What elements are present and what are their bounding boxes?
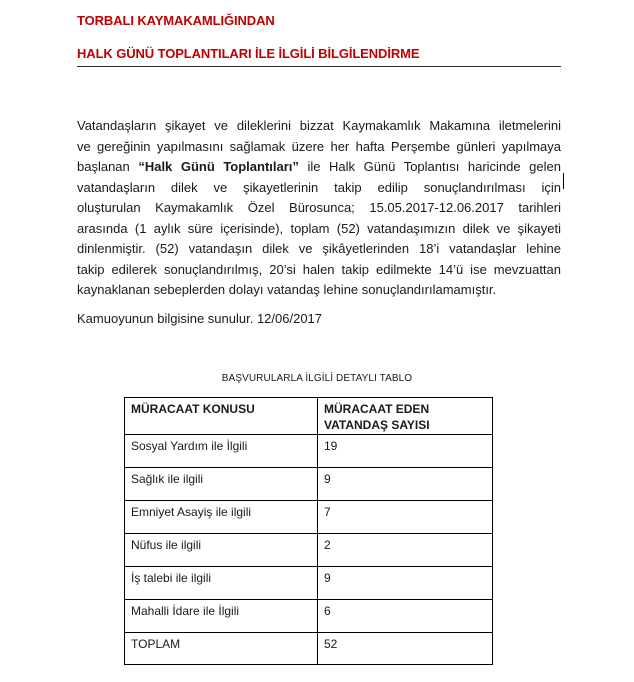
applications-table	[124, 397, 493, 665]
paragraph-text: ile Halk Günü Toplantısı haricinde gelen	[298, 159, 561, 174]
heading-divider	[77, 66, 561, 67]
paragraph-line: dinlenmiştir. (52) vatandaşın dilek ve şikâyetlerinden 18’i vatandaşlar lehine	[77, 241, 561, 256]
row-count: 9	[318, 567, 493, 600]
text-cursor	[563, 173, 564, 189]
subject-heading: HALK GÜNÜ TOPLANTILARI İLE İLGİLİ BİLGİLENDİRME	[77, 46, 420, 61]
row-count: 2	[318, 534, 493, 567]
paragraph-line	[77, 157, 561, 178]
row-count: 9	[318, 468, 493, 501]
row-subject: Sağlık ile ilgili	[125, 468, 318, 501]
paragraph-line: arasında (1 aylık süre içerisinde), toplam (52) vatandaşımızın dilek ve şikayeti	[77, 220, 561, 236]
header-count-text: MÜRACAAT EDEN VATANDAŞ SAYISI	[324, 402, 430, 432]
total-count: 52	[318, 633, 493, 665]
announcement-paragraph	[77, 116, 561, 301]
table-row	[125, 501, 493, 534]
total-label: TOPLAM	[125, 633, 318, 665]
paragraph-line: oluşturulan Kaymakamlık Özel Bürosunca; 15.05.2017-12.06.2017 tarihleri	[77, 200, 561, 215]
table-header-row	[125, 398, 493, 435]
table-row	[125, 534, 493, 567]
table-caption: BAŞVURULARLA İLGİLİ DETAYLI TABLO	[221, 373, 413, 384]
paragraph-line: vatandaşların dilek ve şikayetlerinin takip edilip sonuçlandırılması için	[77, 179, 561, 195]
row-subject: Sosyal Yardım ile İlgili	[125, 435, 318, 468]
row-count: 7	[318, 501, 493, 534]
paragraph-text: başlanan	[77, 159, 139, 174]
table-row	[125, 435, 493, 468]
row-subject: Emniyet Asayiş ile ilgili	[125, 501, 318, 534]
closing-line: Kamuoyunun bilgisine sunulur. 12/06/2017	[77, 311, 323, 326]
header-cell-count	[318, 398, 493, 435]
row-subject: Nüfus ile ilgili	[125, 534, 318, 567]
row-count: 6	[318, 600, 493, 633]
table-total-row	[125, 633, 493, 665]
paragraph-line: takip edilerek sonuçlandırılmış, 20’si halen takip edilmekte 14’ü ise mevzuattan	[77, 261, 561, 277]
row-count: 19	[318, 435, 493, 468]
row-subject: Mahalli İdare ile İlgili	[125, 600, 318, 633]
paragraph-line: Vatandaşların şikayet ve dileklerini bizzat Kaymakamlık Makamına iletmelerini	[77, 118, 561, 133]
paragraph-line: kaynaklanan sebeplerden dolayı vatandaş lehine sonuçlandırılamamıştır.	[77, 282, 497, 297]
institution-heading: TORBALI KAYMAKAMLIĞINDAN	[77, 13, 275, 28]
paragraph-line: ve gereğinin yapılmasını sağlamak üzere her hafta Perşembe günleri yapılmaya	[77, 138, 561, 154]
header-cell-subject: MÜRACAAT KONUSU	[125, 398, 318, 435]
meeting-name-bold: “Halk Günü Toplantıları”	[138, 159, 299, 174]
table-row	[125, 468, 493, 501]
row-subject: İş talebi ile ilgili	[125, 567, 318, 600]
table-row	[125, 567, 493, 600]
table-row	[125, 600, 493, 633]
